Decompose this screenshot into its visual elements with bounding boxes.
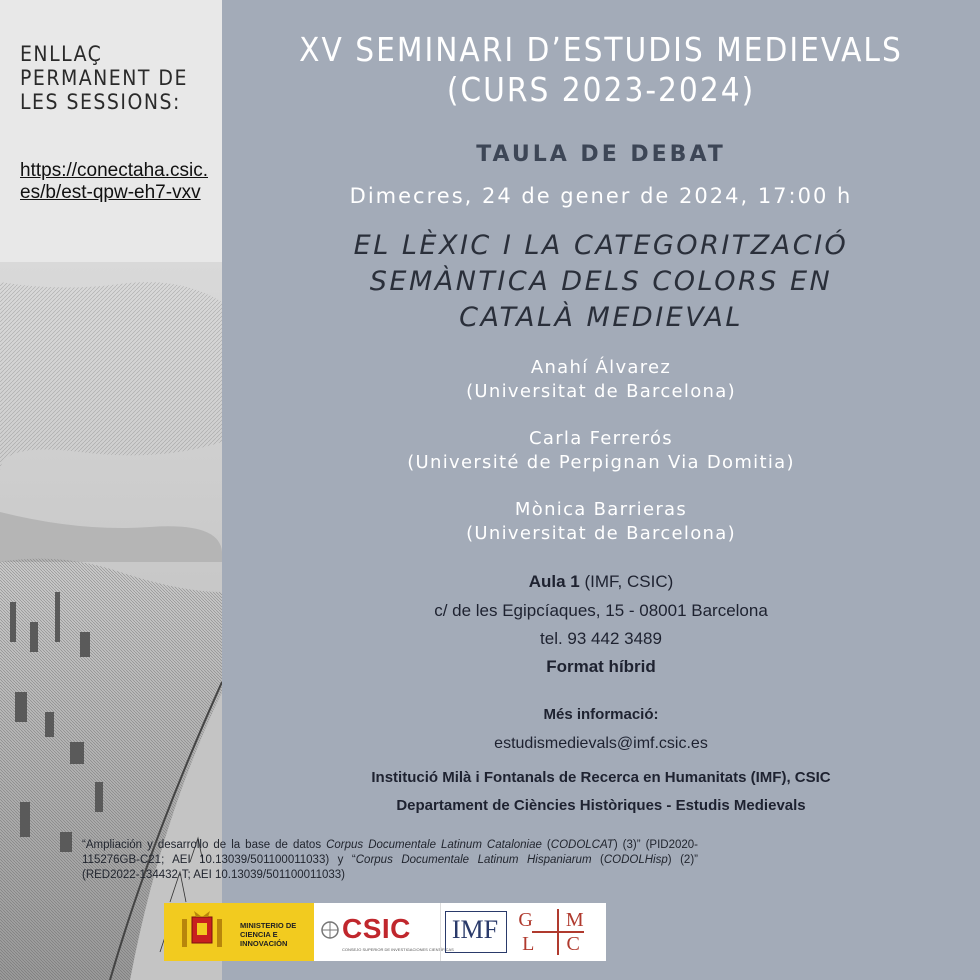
gmlc-top: G M: [518, 909, 598, 931]
footnote-italic: CODOLCAT: [550, 839, 614, 851]
footnote-italic: CODOLHisp: [603, 854, 668, 866]
room-name: Aula 1: [528, 572, 580, 591]
contact-email[interactable]: estudismedievals@imf.csic.es: [494, 735, 708, 752]
gmlc-bottom: L C: [522, 933, 594, 955]
speaker-affiliation: (Universitat de Barcelona): [466, 381, 736, 402]
coat-of-arms-icon: [176, 909, 228, 955]
institution-name: Institució Milà i Fontanals de Recerca en Humanitats (IMF), CSIC: [371, 769, 831, 786]
footnote-text: (: [591, 854, 604, 866]
session-link-label: ENLLAÇ PERMANENT DE LES SESSIONS:: [20, 42, 188, 114]
speaker-affiliation: (Universitat de Barcelona): [466, 523, 736, 544]
title-line-1: XV SEMINARI D’ESTUDIS MEDIEVALS: [299, 30, 903, 69]
sidebar: [0, 0, 222, 980]
csic-logo: [316, 903, 454, 961]
department-name: Departament de Ciències Històriques - Estudis Medievals: [396, 797, 806, 814]
csic-emblem-icon: [320, 919, 340, 941]
speaker-name: Carla Ferrerós: [529, 428, 673, 449]
seminar-title: [222, 30, 980, 110]
imf-wordmark: IMF: [451, 915, 499, 944]
event-type: TAULA DE DEBAT: [476, 142, 726, 167]
csic-wordmark: CSIC: [342, 913, 411, 944]
speaker-3: [222, 498, 980, 546]
session-link[interactable]: https://conectaha.csic.es/b/est-qpw-eh7-vxv: [20, 160, 208, 203]
poster-main: [222, 0, 980, 980]
footnote-text: ) (2)” (RED2022-134432-T; AEI 10.13039/501100011033): [82, 854, 698, 881]
more-info-label: Més informació:: [543, 706, 659, 723]
event-date: Dimecres, 24 de gener de 2024, 17:00 h: [349, 184, 853, 208]
event-format: Format híbrid: [546, 657, 656, 676]
speaker-name: Anahí Álvarez: [530, 357, 672, 378]
sponsor-logos: [164, 903, 606, 961]
funding-footnote: [82, 838, 698, 883]
venue-phone: tel. 93 442 3489: [540, 629, 662, 648]
speaker-name: Mònica Barrieras: [514, 499, 688, 520]
ministry-logo: [164, 903, 314, 961]
speaker-1: [222, 356, 980, 404]
footnote-italic: Corpus Documentale Latinum Cataloniae: [326, 839, 542, 851]
gmlc-logo: [510, 903, 606, 961]
talk-title-line-3: CATALÀ MEDIEVAL: [459, 302, 743, 333]
footnote-text: (: [541, 839, 551, 851]
footnote-italic: Corpus Documentale Latinum Hispaniarum: [355, 854, 592, 866]
venue-address: c/ de les Egipcíaques, 15 - 08001 Barcelona: [434, 601, 768, 620]
footnote-text: ) (3)” (PID2020-115276GB-C21; AEI 10.13039/501100011033) y “: [82, 839, 698, 866]
footnote-text: “Ampliación y desarrollo de la base de datos: [82, 839, 327, 851]
talk-title-line-2: SEMÀNTICA DELS COLORS EN: [369, 266, 833, 297]
title-line-2: (CURS 2023-2024): [446, 70, 756, 109]
talk-title-line-1: EL LÈXIC I LA CATEGORITZACIÓ: [353, 230, 849, 261]
speaker-affiliation: (Université de Perpignan Via Domitia): [407, 452, 795, 473]
room-detail: (IMF, CSIC): [579, 572, 674, 591]
session-link-panel: [0, 0, 222, 262]
venue-room: [222, 572, 980, 592]
speaker-2: [222, 427, 980, 475]
csic-subtitle: CONSEJO SUPERIOR DE INVESTIGACIONES CIENTÍFICAS: [342, 947, 454, 952]
ministry-name: MINISTERIO DE CIENCIA E INNOVACIÓN: [240, 921, 297, 948]
imf-logo: [440, 903, 509, 961]
talk-title: [222, 228, 980, 336]
